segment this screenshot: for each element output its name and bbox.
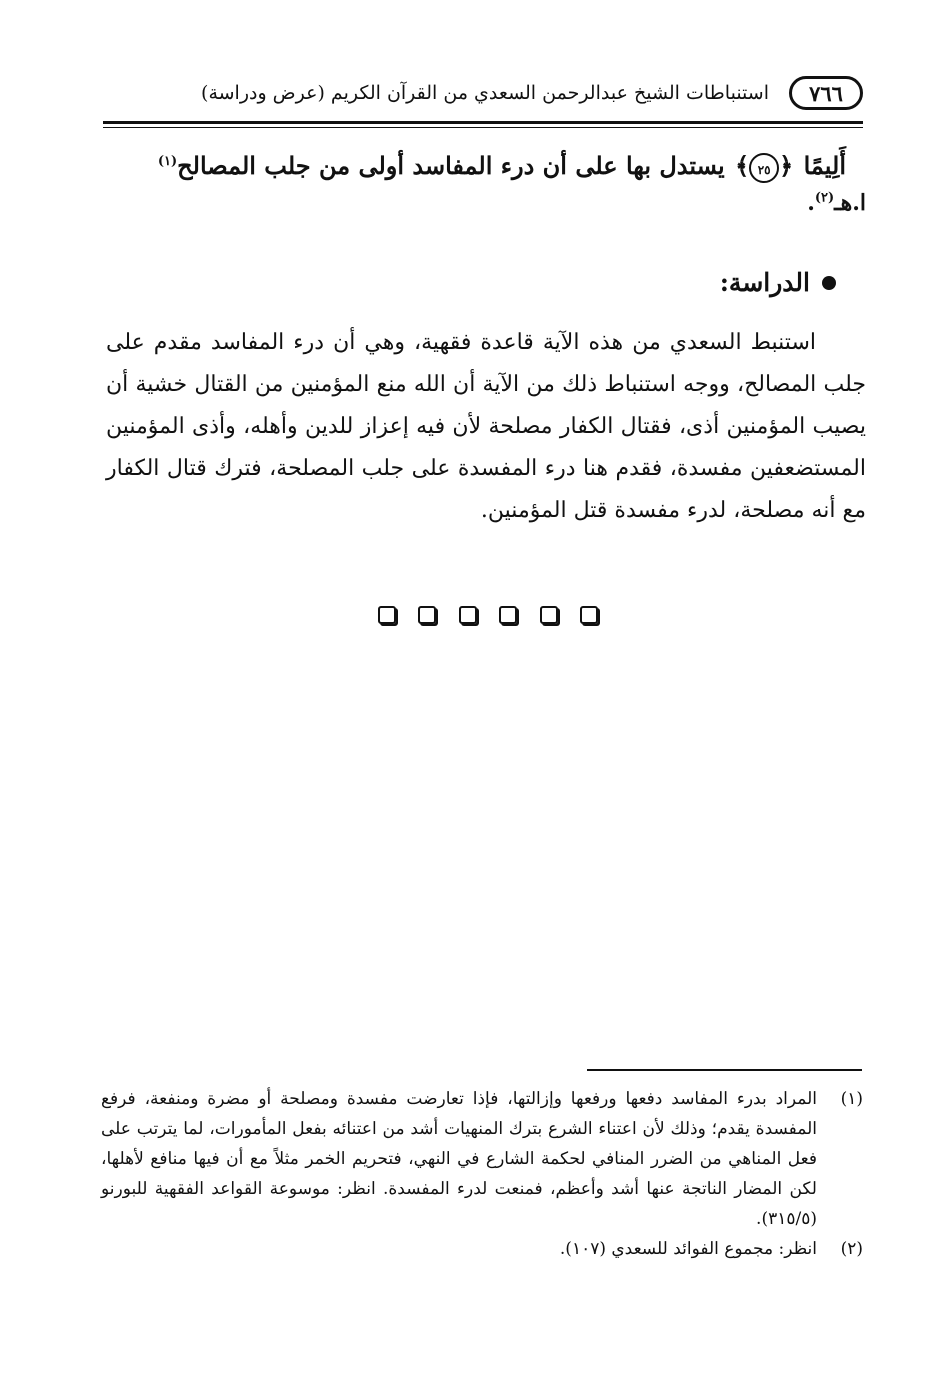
study-paragraph xyxy=(106,322,866,532)
footnotes xyxy=(101,1084,863,1264)
running-title: استنباطات الشيخ عبدالرحمن السعدي من القرآن الكريم (عرض ودراسة) xyxy=(201,82,769,104)
footnote-ref-1: (١) xyxy=(157,154,178,169)
verse-word: أَلِيمًا xyxy=(803,151,846,180)
page-header xyxy=(103,70,863,118)
end-of-quote: ا.هـ$^{(٢)}$. xyxy=(807,190,866,216)
footnote-ref-2: (٢) xyxy=(814,190,835,206)
section-separator xyxy=(378,606,598,632)
footnote-2 xyxy=(101,1234,863,1264)
bullet-icon xyxy=(822,276,836,290)
page-number: ٧٦٦ xyxy=(789,76,863,110)
end-of-quote-mark: ا.هـ xyxy=(834,190,866,216)
quoted-text: يستدل بها على أن درء المفاسد أولى من جلب المصالح xyxy=(177,151,725,180)
section-heading-text: الدراسة: xyxy=(719,268,810,297)
footnote-text: انظر: مجموع الفوائد للسعدي (١٠٧). xyxy=(559,1239,817,1259)
footnote-number: (١) xyxy=(840,1089,863,1109)
footnote-number: (٢) xyxy=(840,1239,863,1259)
footnote-text: المراد بدرء المفاسد دفعها ورفعها وإزالتها، فإذا تعارضت مفسدة ومصلحة أو مضرة ومنفعة، فرفع المفسدة يقدم؛ وذلك لأن اعتناء الشرع بترك المنهيات أشد من اعتنائه بفعل المأمورات، لما يترتب على فعل المناهي من الضرر المنافي لحكمة الشارع في النهي، فتحريم الخمر مثلاً مع أن فيها منافع لأهلها، لكن المضار الناتجة عنها أشد وأعظم، فمنعت لدرء المفسدة. انظر: موسوعة القواعد الفقهية للبورنو (٣١٥/٥). xyxy=(101,1089,817,1229)
separator-box-icon xyxy=(580,606,598,624)
header-rule-thick xyxy=(103,121,863,124)
separator-box-icon xyxy=(499,606,517,624)
paragraph-text: استنبط السعدي من هذه الآية قاعدة فقهية، وهي أن درء المفاسد مقدم على جلب المصالح، ووجه استنباط ذلك من الآية أن الله منع المؤمنين من القتال خشية أن يصيب المؤمنين أذى، فقتال الكفار مصلحة لأن فيه إعزاز للدين وأهله، وأذى المؤمنين المستضعفين مفسدة، فقدم هنا درء المفسدة على جلب المصلحة، فترك قتال الكفار مع أنه مصلحة، لدرء مفسدة قتل المؤمنين. xyxy=(106,330,866,523)
header-rule-thin xyxy=(103,127,863,128)
separator-box-icon xyxy=(540,606,558,624)
separator-box-icon xyxy=(418,606,436,624)
quoted-text-line xyxy=(101,140,846,190)
footnote-rule xyxy=(587,1069,862,1071)
separator-box-icon xyxy=(459,606,477,624)
separator-box-icon xyxy=(378,606,396,624)
section-heading xyxy=(720,268,836,297)
ayah-number: ٢٥ xyxy=(749,153,779,183)
ayah-marker: ﴿٢٥﴾ xyxy=(735,144,793,188)
footnote-1 xyxy=(101,1084,863,1234)
